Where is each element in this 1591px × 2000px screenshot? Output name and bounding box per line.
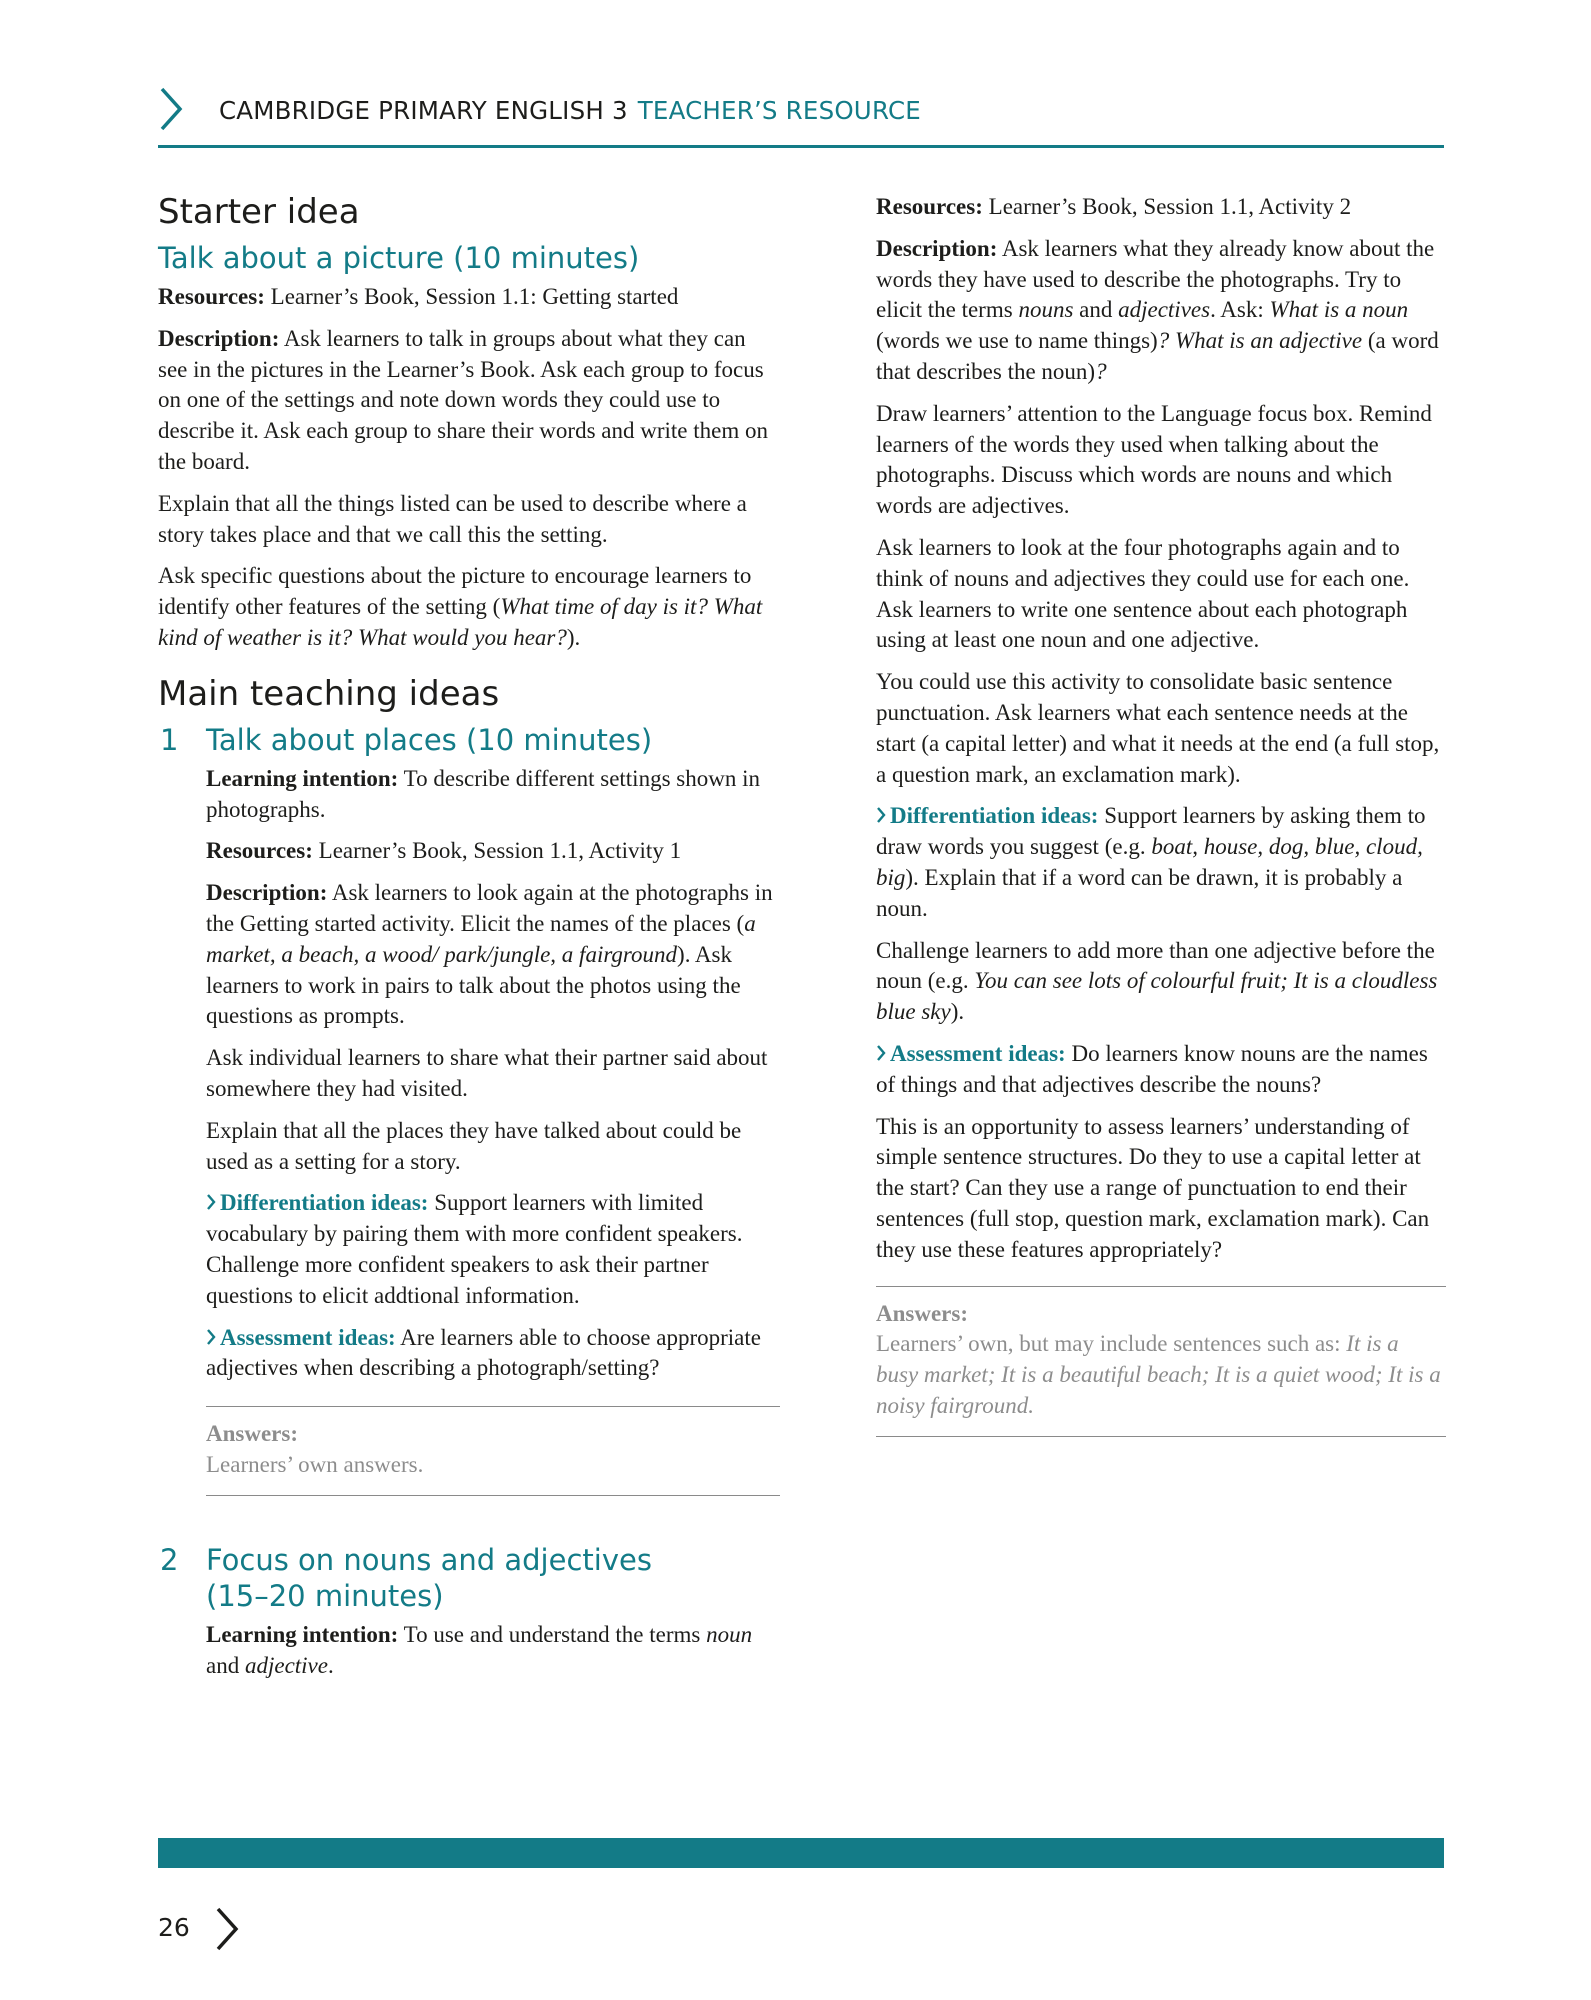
text: ). [566, 624, 581, 650]
activity2-challenge [876, 936, 1446, 1028]
book-series-title: CAMBRIDGE PRIMARY ENGLISH 3 [219, 96, 628, 125]
activity2-differentiation [876, 801, 1446, 924]
activity2-draw: Draw learners’ attention to the Language focus box. Remind learners of the words they used when talking about the photographs. Discuss which words are nouns and which words are adjectives. [876, 400, 1432, 519]
examples: You can see lots of colourful fruit; It is a cloudless blue sky [876, 968, 1438, 1025]
places: a market, a beach, a wood/ park/jungle, a fairground [206, 910, 756, 967]
activity2-opportunity: This is an opportunity to assess learners’ understanding of simple sentence structures. Do they to use a capital letter at the start? Can they use a range of punctuation to end their sentences (full stop, question mark, exclamation mark). Can they use these features appropriately? [876, 1113, 1430, 1262]
right-column [876, 192, 1446, 1437]
text: ). [950, 999, 965, 1025]
activity1-body [158, 764, 780, 1496]
activity2-intro [158, 1620, 780, 1682]
activity1-title [158, 722, 780, 758]
activity2-title [158, 1542, 780, 1614]
label: Description: [158, 325, 280, 351]
starter-resources [158, 282, 780, 313]
text: Learners’ own, but may include sentences such as: [876, 1331, 1347, 1357]
activity2-ask: Ask learners to look at the four photographs again and to think of nouns and adjectives they could use for each one. Ask learners to write one sentence about each photograph using at least one noun and one adjective. [876, 534, 1410, 653]
label: Learning intention: [206, 765, 399, 791]
starter-ask [158, 561, 780, 653]
label: Assessment ideas: [220, 1324, 396, 1350]
starter-explain: Explain that all the things listed can be used to describe where a story takes place and that we call this the setting. [158, 490, 747, 547]
term: noun [706, 1621, 753, 1647]
activity1-answers [206, 1406, 780, 1496]
text: Learner’s Book, Session 1.1: Getting started [264, 284, 679, 309]
text: To describe different settings shown in photographs. [206, 765, 760, 822]
chevron-right-icon [206, 1192, 216, 1212]
activity-number: 2 [160, 1542, 179, 1577]
activity1-differentiation [206, 1188, 780, 1311]
question: ? [1095, 358, 1107, 384]
activity2-description [876, 234, 1446, 388]
text: Support learners with limited vocabulary by pairing them with more confident speakers. Challenge more confident speakers to ask their partner questions to elicit addtional information. [206, 1190, 743, 1308]
term: adjectives [1118, 297, 1211, 323]
label: Resources: [158, 284, 265, 309]
page-number: 26 [158, 1913, 190, 1942]
text: Learner’s Book, Session 1.1, Activity 2 [982, 194, 1352, 219]
activity-number: 1 [160, 722, 179, 757]
label: Assessment ideas: [890, 1040, 1066, 1066]
text: (a word that describes the noun) [876, 328, 1439, 384]
main-heading: Main teaching ideas [158, 673, 500, 714]
text: Are learners able to choose appropriate adjectives when describing a photograph/setting? [206, 1324, 761, 1381]
answers [206, 1419, 780, 1450]
left-column [158, 190, 780, 1692]
activity2-resources [876, 192, 1446, 223]
text: ). Explain that if a word can be drawn, it is probably a noun. [876, 864, 1403, 921]
text: ). Ask learners to work in pairs to talk about the photos using the questions as prompts. [206, 941, 741, 1029]
running-header [219, 96, 921, 125]
activity2-intention [206, 1620, 780, 1682]
label: Description: [876, 235, 998, 261]
chevron-right-icon [876, 805, 886, 825]
footer-bar [158, 1838, 1444, 1868]
label: Differentiation ideas: [890, 803, 1099, 829]
questions: What time of day is it? What kind of weather is it? What would you hear? [158, 594, 763, 650]
title-line2: (15–20 minutes) [206, 1578, 444, 1613]
activity2-consolidate: You could use this activity to consolidate basic sentence punctuation. Ask learners what each sentence needs at the start (a capital letter) and what it needs at the end (a full stop, a question mark, an exclamation mark). [876, 669, 1440, 787]
page-header [158, 84, 1444, 146]
text: . [327, 1652, 334, 1678]
examples: It is a busy market; It is a beautiful beach; It is a quiet wood; It is a noisy fairground. [876, 1331, 1441, 1418]
resource-title: TEACHER’S RESOURCE [637, 96, 921, 125]
label: Resources: [206, 838, 313, 864]
text: To use and understand the terms [398, 1621, 707, 1647]
activity1-resources [206, 836, 780, 867]
term: nouns [1018, 297, 1074, 323]
examples: boat, house, dog, blue, cloud, big [876, 834, 1423, 890]
activity1-intention [206, 764, 780, 826]
activity1-assessment [206, 1323, 780, 1385]
text: Support learners by asking them to draw words you suggest (e.g. [876, 803, 1426, 860]
starter-description [158, 324, 780, 478]
activity1-share: Ask individual learners to share what their partner said about somewhere they had visited. [206, 1045, 768, 1101]
text: (words we use to name things) [876, 328, 1158, 354]
starter-subheading: Talk about a picture (10 minutes) [158, 241, 640, 275]
label: Description: [206, 880, 328, 906]
question: ? What is an adjective [1157, 328, 1363, 354]
header-rule [158, 145, 1444, 148]
title: Talk about places (10 minutes) [206, 722, 653, 757]
text: . Ask: [1210, 297, 1270, 323]
label: Learning intention: [206, 1621, 399, 1647]
label: Differentiation ideas: [220, 1190, 429, 1216]
activity2-answers [876, 1286, 1446, 1437]
answers-text [876, 1329, 1446, 1421]
answers-text: Learners’ own answers. [206, 1451, 424, 1477]
chevron-right-icon [158, 86, 184, 132]
question: What is a noun [1269, 297, 1409, 323]
text: Do learners know nouns are the names of things and that adjectives describe the nouns? [876, 1040, 1428, 1097]
activity2-assessment [876, 1039, 1446, 1101]
text: Ask learners what they already know about the words they have used to describe the photographs. Try to elicit the terms [876, 235, 1435, 323]
label: Resources: [876, 194, 983, 219]
text: Ask specific questions about the picture to encourage learners to identify other features of the setting ( [158, 563, 752, 620]
text: Ask learners to talk in groups about what they can see in the pictures in the Learner’s Book. Ask each group to focus on one of the settings and note down words they could use to describe it. Ask each group to share their words and write them on the board. [158, 325, 768, 474]
text: Challenge learners to add more than one adjective before the noun (e.g. [876, 937, 1435, 994]
text: and [1073, 297, 1119, 323]
answers-label: Answers: [206, 1421, 298, 1447]
chevron-right-icon [876, 1043, 886, 1063]
text: Learner’s Book, Session 1.1, Activity 1 [312, 838, 682, 864]
answers [876, 1299, 1446, 1330]
chevron-right-icon [214, 1906, 240, 1952]
activity1-description [206, 878, 780, 1032]
text: Ask learners to look again at the photographs in the Getting started activity. Elicit the names of the places ( [206, 880, 773, 936]
starter-heading: Starter idea [158, 192, 360, 232]
chevron-right-icon [206, 1327, 216, 1347]
activity1-explain: Explain that all the places they have talked about could be used as a setting for a story. [206, 1117, 742, 1174]
title-line1: Focus on nouns and adjectives [206, 1542, 652, 1577]
text: and [206, 1652, 245, 1678]
answers-label: Answers: [876, 1300, 968, 1326]
term: adjective [244, 1652, 328, 1678]
